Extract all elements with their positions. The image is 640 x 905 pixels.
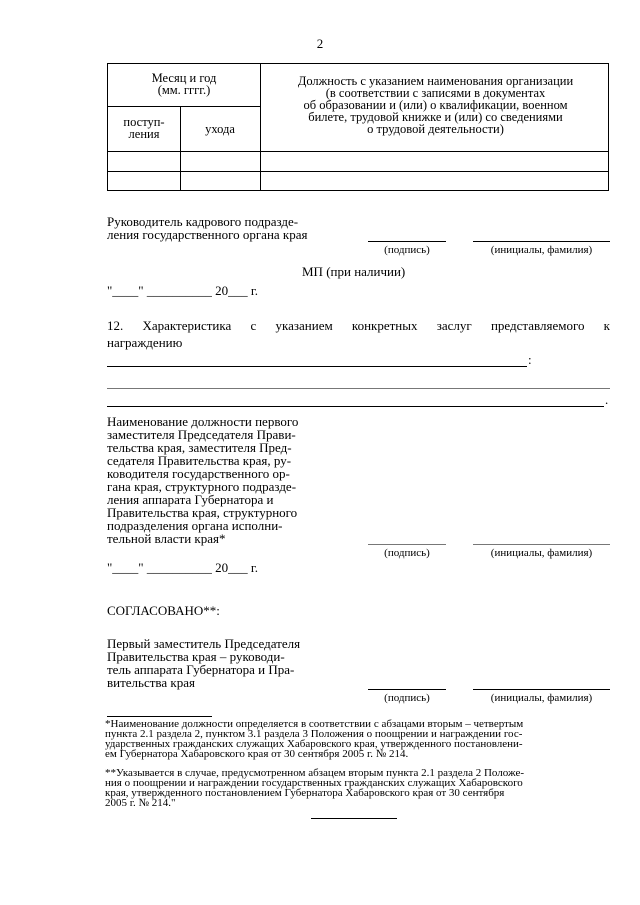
hr-head-title: Руководитель кадрового подразде- ления государственного органа края	[107, 214, 308, 242]
header-month-year: Месяц и год (мм. гггг.)	[151, 71, 217, 97]
agreed-signature-line	[368, 689, 446, 690]
agreed-signature-caption: (подпись)	[384, 692, 430, 704]
footnote-2: **Указывается в случае, предусмотренном абзацем вторым пункта 2.1 раздела 2 Положе- ния о поощрении и награждении государственных гражданских служащих Хабаровского края, утвержденного постановлением Губернатора Хабаровского края от 30 сентября 2005 г. № 214."	[105, 767, 525, 809]
section-12-heading: 12. Характеристика с указанием конкретных заслуг представляемого к	[107, 318, 610, 333]
official-name-line	[473, 544, 610, 545]
characteristic-line-1	[107, 366, 527, 367]
hr-signature-line	[368, 241, 446, 242]
official-signature-caption: (подпись)	[384, 547, 430, 559]
date-line-2: "____" __________ 20___ г.	[107, 560, 258, 575]
characteristic-period: .	[605, 392, 609, 407]
table-row	[108, 152, 608, 171]
official-name-caption: (инициалы, фамилия)	[490, 547, 593, 559]
agreed-heading: СОГЛАСОВАНО**:	[107, 603, 220, 618]
agreed-name-line	[473, 689, 610, 690]
characteristic-line-2	[107, 388, 610, 389]
official-title: Наименование должности первого заместителя Председателя Прави- тельства края, заместителя Пред- седателя Правительства края, ру- ководителя государственного ор- гана края, структурного подразде- ления аппарата Губернатора и Правительства края, структурного подразделения органа исполни- тельной власти края*	[107, 414, 299, 546]
footnote-1: *Наименование должности определяется в соответствии с абзацами вторым – четвертым пункта 2.1 раздела 2, пунктом 3.1 раздела 3 Положения о поощрении и награждении гос- ударственных гражданских служащих Хабаровского края, утвержденного постановлени- ем Губернатора Хабаровского края от 30 сентября 2005 г. № 214.	[105, 718, 524, 760]
characteristic-line-3	[107, 406, 604, 407]
end-separator	[311, 818, 397, 819]
agreed-name-caption: (инициалы, фамилия)	[490, 692, 593, 704]
table-row	[108, 172, 608, 191]
hr-signature-caption: (подпись)	[384, 244, 430, 256]
page-number: 2	[316, 36, 324, 51]
table-subheader-line	[108, 106, 260, 107]
footnote-separator	[107, 716, 212, 717]
agreed-title: Первый заместитель Председателя Правительства края – руководи- тель аппарата Губернатора и Пра- вительства края	[107, 636, 301, 690]
hr-name-caption: (инициалы, фамилия)	[490, 244, 593, 256]
characteristic-colon: :	[528, 352, 532, 367]
official-signature-line	[368, 544, 446, 545]
header-entry: поступ- ления	[123, 115, 165, 141]
hr-name-line	[473, 241, 610, 242]
header-position: Должность с указанием наименования организации (в соответствии с записями в документах об образовании и (или) о квалификации, военном билете, трудовой книжке и (или) со сведениями о трудовой деятельности)	[297, 74, 574, 136]
employment-table	[107, 63, 609, 191]
stamp-label: МП (при наличии)	[302, 264, 406, 279]
section-12-heading-cont: награждению	[107, 335, 183, 350]
date-line-1: "____" __________ 20___ г.	[107, 283, 258, 298]
header-exit: ухода	[205, 122, 235, 136]
